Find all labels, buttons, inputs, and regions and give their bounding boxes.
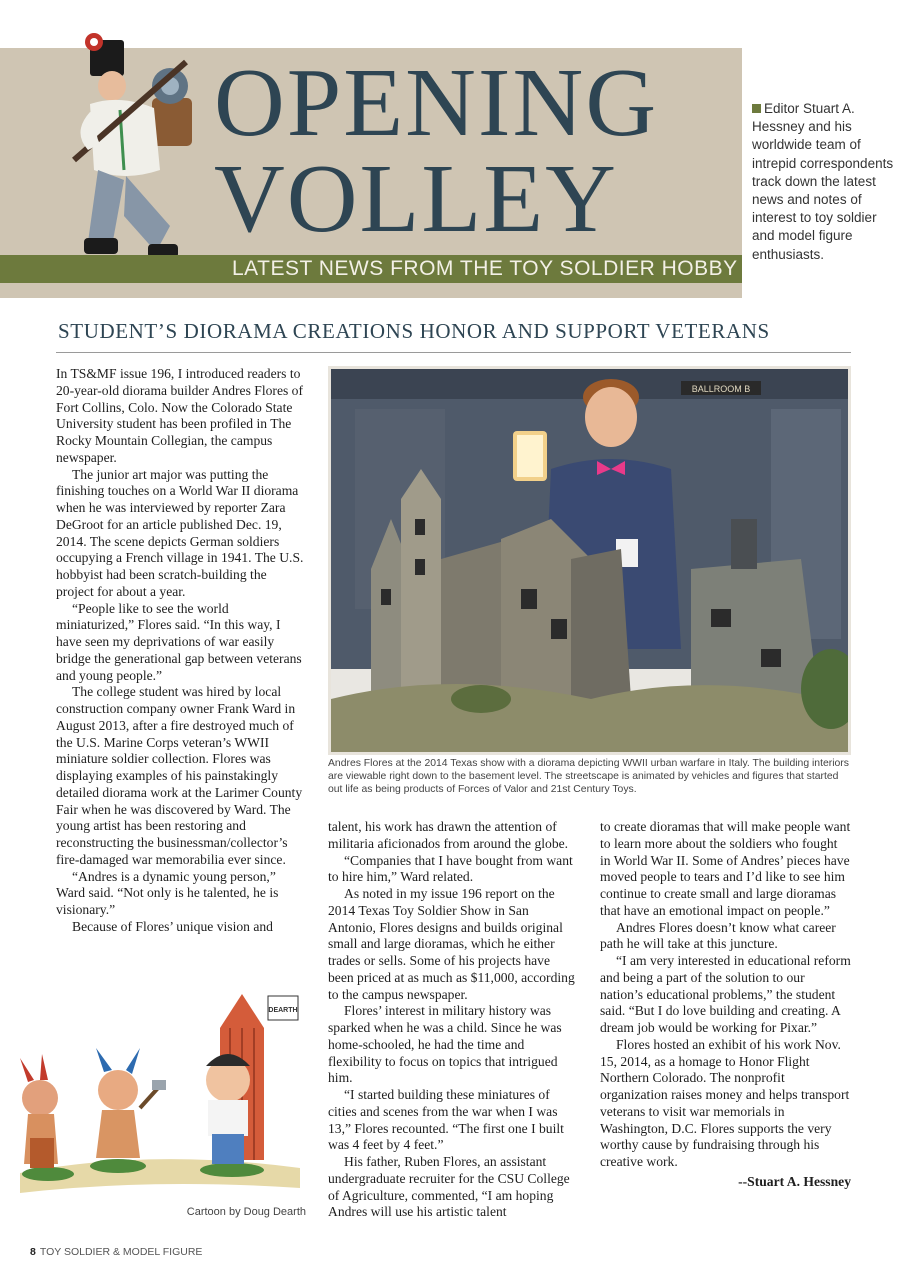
article-column-2 [328, 819, 578, 1221]
article-paragraph: “People like to see the world miniaturized,” Flores said. “In this way, I have seen my deprivations of war easily bridge the generational gap between veterans and young people.” [56, 600, 302, 683]
article-paragraph: Flores’ interest in military history was sparked when he was a child. Since he was home-schooled, he had the time and flexibility to focus on topics that intrigued him. [328, 1003, 562, 1086]
article-paragraph: Andres Flores doesn’t know what career path he will take at this juncture. [600, 919, 836, 952]
diorama-photo-image [331, 369, 848, 752]
page-number: 8 [30, 1246, 36, 1258]
article-paragraph: “I started building these miniatures of cities and scenes from the war when I was 13,” Flores recounted. “The first one I built was 4 feet by 4 feet.” [328, 1087, 564, 1153]
article-paragraph: “Companies that I have bought from want to hire him,” Ward related. [328, 852, 573, 885]
article-paragraph: “Andres is a dynamic young person,” Ward said. “Not only is he talented, he is visionary.” [56, 868, 279, 917]
cartoon-signature-text: DEARTH [268, 1007, 298, 1014]
cartoon-illustration [0, 988, 306, 1203]
article-paragraph: “I am very interested in educational reform and being a part of the solution to our nation’s educational problems,” the student said. “But I do love building and creating. A dream job would be working for Pixar.” [600, 953, 851, 1035]
article-paragraph: The junior art major was putting the finishing touches on a World War II diorama when he was interviewed by reporter Zara DeGroot for an article published Dec. 19, 2014. The scene depicts German soldiers occupying a French village in 1941. The U.S. hobbyist had been scratch-building the project for about a year. [56, 466, 304, 599]
toy-soldier-illustration [60, 20, 210, 285]
article-paragraph: talent, his work has drawn the attention of militaria aficionados from around the globe. [328, 819, 569, 851]
ballroom-sign-text: BALLROOM B [691, 384, 751, 394]
article-paragraph: As noted in my issue 196 report on the 2014 Texas Toy Soldier Show in San Antonio, Flores designs and builds original small and large dioramas, which he either trades or sells. Some of his projects have been priced at as much as $11,000, according to the campus newspaper. [328, 886, 575, 1002]
page-title-line2: VOLLEY [214, 145, 618, 253]
cartoon-caption: Cartoon by Doug Dearth [186, 1206, 306, 1218]
article-paragraph: Because of Flores’ unique vision and [72, 918, 273, 934]
page-subtitle: LATEST NEWS FROM THE TOY SOLDIER HOBBY [232, 257, 738, 280]
publication-name: TOY SOLDIER & MODEL FIGURE [39, 1246, 203, 1258]
page-title-line1: OPENING [214, 49, 659, 157]
cartoon-image [0, 988, 306, 1203]
editor-note [752, 100, 902, 264]
diorama-photo [328, 366, 851, 755]
author-signature: --Stuart A. Hessney [738, 1173, 851, 1189]
headline-divider [56, 352, 851, 353]
article-paragraph: The college student was hired by local construction company owner Frank Ward in August 2013, after a fire destroyed much of the U.S. Marine Corps veteran’s WWII miniature soldier collection. Flores was displaying examples of his painstakingly detailed diorama work at the Larimer County Fair when he was discovered by Ward. The young artist has been restoring and reconstructing the businessman/collector’s fire-damaged war memorabilia ever since. [56, 684, 303, 867]
article-paragraph: Flores hosted an exhibit of his work Nov. 15, 2014, as a homage to Honor Flight Northern Colorado. The nonprofit organization raises money and helps transport veterans to visit war memorials in Washington, D.C. Flores supports the very worthy cause by fundraising through his creative work. [600, 1036, 850, 1169]
article-headline: STUDENT’S DIORAMA CREATIONS HONOR AND SUPPORT VETERANS [58, 319, 770, 343]
article-column-3 [600, 819, 851, 1191]
editor-note-text: Editor Stuart A. Hessney and his worldwide team of intrepid correspondents track down the latest news and notes of interest to toy soldier and model figure enthusiasts. [752, 101, 894, 262]
article-paragraph: His father, Ruben Flores, an assistant undergraduate recruiter for the CSU College of Agriculture, commented, “I am hoping Andres will use his artistic talent [328, 1154, 570, 1220]
bullet-square-icon [752, 104, 761, 113]
page-footer [30, 1246, 202, 1258]
article-paragraph: to create dioramas that will make people want to learn more about the soldiers who fought in World War II. Some of Andres’ pieces have moved people to tears and I’d like to see him continue to create small and large dioramas that have an emotional impact on people.” [600, 819, 851, 918]
article-paragraph: In TS&MF issue 196, I introduced readers to 20-year-old diorama builder Andres Flores of Fort Collins, Colo. Now the Colorado State University student has been profiled in The Rocky Mountain Collegian, the campus newspaper. [56, 366, 303, 465]
article-column-1 [56, 366, 306, 936]
photo-caption: Andres Flores at the 2014 Texas show with a diorama depicting WWII urban warfare in Italy. The building interiors are viewable right down to the basement level. The streetscape is animated by vehicles and figures that started out life as being products of Forces of Valor and 21st Century Toys. [328, 758, 849, 795]
